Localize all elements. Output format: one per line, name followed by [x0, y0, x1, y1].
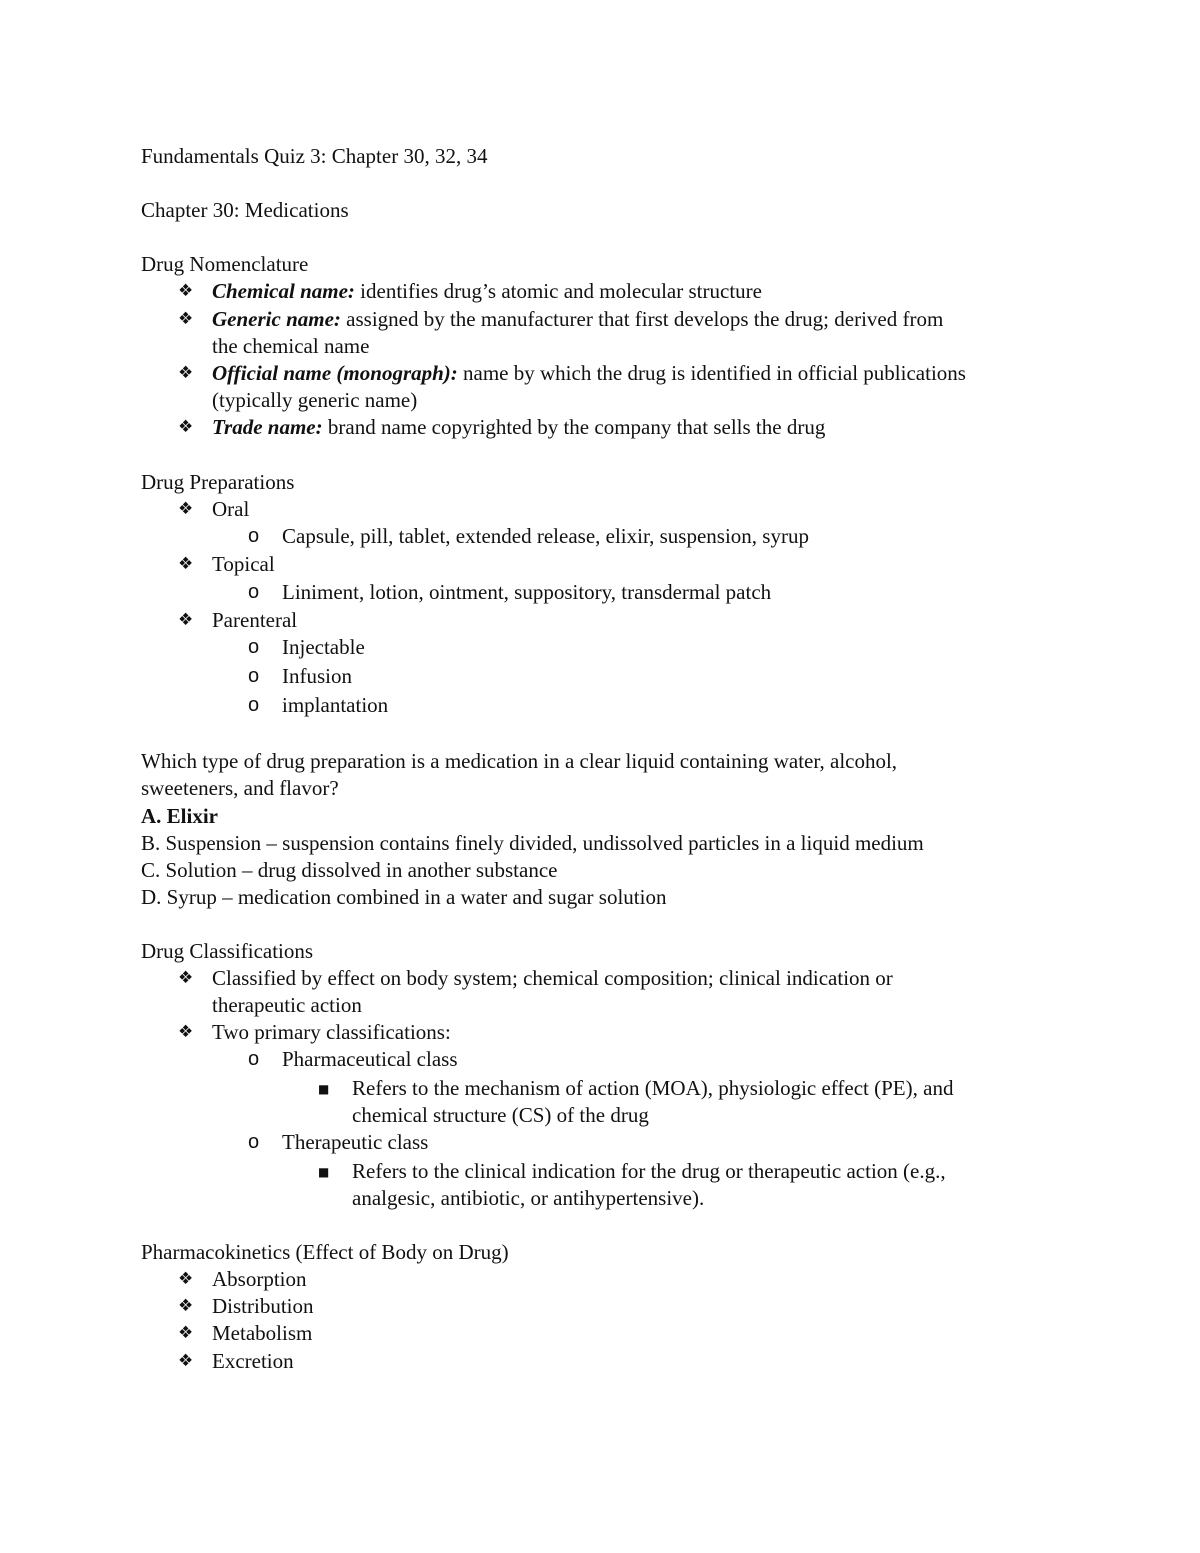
list-item-label: Distribution — [212, 1294, 314, 1318]
term-description: identifies drug’s atomic and molecular structure — [354, 279, 762, 303]
list-item-label: Classified by effect on body system; chemical composition; clinical indication or — [212, 966, 893, 990]
diamond-bullet-icon: ❖ — [178, 309, 194, 329]
circle-bullet-icon: o — [248, 636, 260, 658]
answer-option: D. Syrup – medication combined in a water and sugar solution — [141, 885, 667, 909]
circle-bullet-icon: o — [248, 694, 260, 716]
square-bullet-icon: ■ — [318, 1082, 330, 1096]
list-subsubitem-label: Refers to the mechanism of action (MOA), physiologic effect (PE), and — [352, 1076, 954, 1100]
answer-option: B. Suspension – suspension contains finely divided, undissolved particles in a liquid medium — [141, 831, 924, 855]
circle-bullet-icon: o — [248, 1048, 260, 1070]
list-subitem-label: Liniment, lotion, ointment, suppository, transdermal patch — [282, 580, 772, 604]
circle-bullet-icon: o — [248, 525, 260, 547]
diamond-bullet-icon: ❖ — [178, 1323, 194, 1343]
list-item-label: Topical — [212, 552, 275, 576]
circle-bullet-icon: o — [248, 581, 260, 603]
pharmacokinetics-heading: Pharmacokinetics (Effect of Body on Drug) — [141, 1240, 509, 1264]
chapter-heading: Chapter 30: Medications — [141, 198, 349, 222]
circle-bullet-icon: o — [248, 665, 260, 687]
classifications-heading: Drug Classifications — [141, 939, 314, 963]
term-label: Official name (monograph): — [212, 361, 458, 385]
document-title: Fundamentals Quiz 3: Chapter 30, 32, 34 — [141, 144, 488, 168]
diamond-bullet-icon: ❖ — [178, 363, 194, 383]
diamond-bullet-icon: ❖ — [178, 554, 194, 574]
list-item-label: Metabolism — [212, 1321, 313, 1345]
list-item-label: Absorption — [212, 1267, 307, 1291]
diamond-bullet-icon: ❖ — [178, 1351, 194, 1371]
term-description: brand name copyrighted by the company that sells the drug — [322, 415, 826, 439]
term-label: Trade name: — [212, 415, 323, 439]
term-label: Generic name: — [212, 307, 341, 331]
list-subsubitem-continued: analgesic, antibiotic, or antihypertensive). — [352, 1186, 705, 1210]
diamond-bullet-icon: ❖ — [178, 1269, 194, 1289]
nomenclature-heading: Drug Nomenclature — [141, 252, 309, 276]
question-text-continued: sweeteners, and flavor? — [141, 776, 339, 800]
term-description-continued: the chemical name — [212, 334, 370, 358]
diamond-bullet-icon: ❖ — [178, 281, 194, 301]
list-item-continued: therapeutic action — [212, 993, 362, 1017]
list-subitem-label: Infusion — [282, 664, 352, 688]
list-subitem-label: Injectable — [282, 635, 365, 659]
question-text: Which type of drug preparation is a medication in a clear liquid containing water, alcohol, — [141, 749, 898, 773]
diamond-bullet-icon: ❖ — [178, 968, 194, 988]
diamond-bullet-icon: ❖ — [178, 499, 194, 519]
diamond-bullet-icon: ❖ — [178, 610, 194, 630]
diamond-bullet-icon: ❖ — [178, 1022, 194, 1042]
term-label: Chemical name: — [212, 279, 355, 303]
list-subitem-label: Pharmaceutical class — [282, 1047, 458, 1071]
preparations-heading: Drug Preparations — [141, 470, 295, 494]
term-description: assigned by the manufacturer that first develops the drug; derived from — [340, 307, 944, 331]
term-description-continued: (typically generic name) — [212, 388, 418, 412]
list-item-label: Oral — [212, 497, 250, 521]
diamond-bullet-icon: ❖ — [178, 1296, 194, 1316]
list-item-label: Parenteral — [212, 608, 298, 632]
answer-option: C. Solution – drug dissolved in another substance — [141, 858, 558, 882]
correct-answer: A. Elixir — [141, 804, 218, 828]
square-bullet-icon: ■ — [318, 1165, 330, 1179]
term-description: name by which the drug is identified in official publications — [457, 361, 966, 385]
list-subsubitem-continued: chemical structure (CS) of the drug — [352, 1103, 649, 1127]
list-subsubitem-label: Refers to the clinical indication for the drug or therapeutic action (e.g., — [352, 1159, 946, 1183]
list-item-label: Excretion — [212, 1349, 294, 1373]
list-item-label: Two primary classifications: — [212, 1020, 451, 1044]
diamond-bullet-icon: ❖ — [178, 417, 194, 437]
list-subitem-label: Capsule, pill, tablet, extended release, elixir, suspension, syrup — [282, 524, 809, 548]
list-subitem-label: implantation — [282, 693, 389, 717]
circle-bullet-icon: o — [248, 1131, 260, 1153]
list-subitem-label: Therapeutic class — [282, 1130, 429, 1154]
